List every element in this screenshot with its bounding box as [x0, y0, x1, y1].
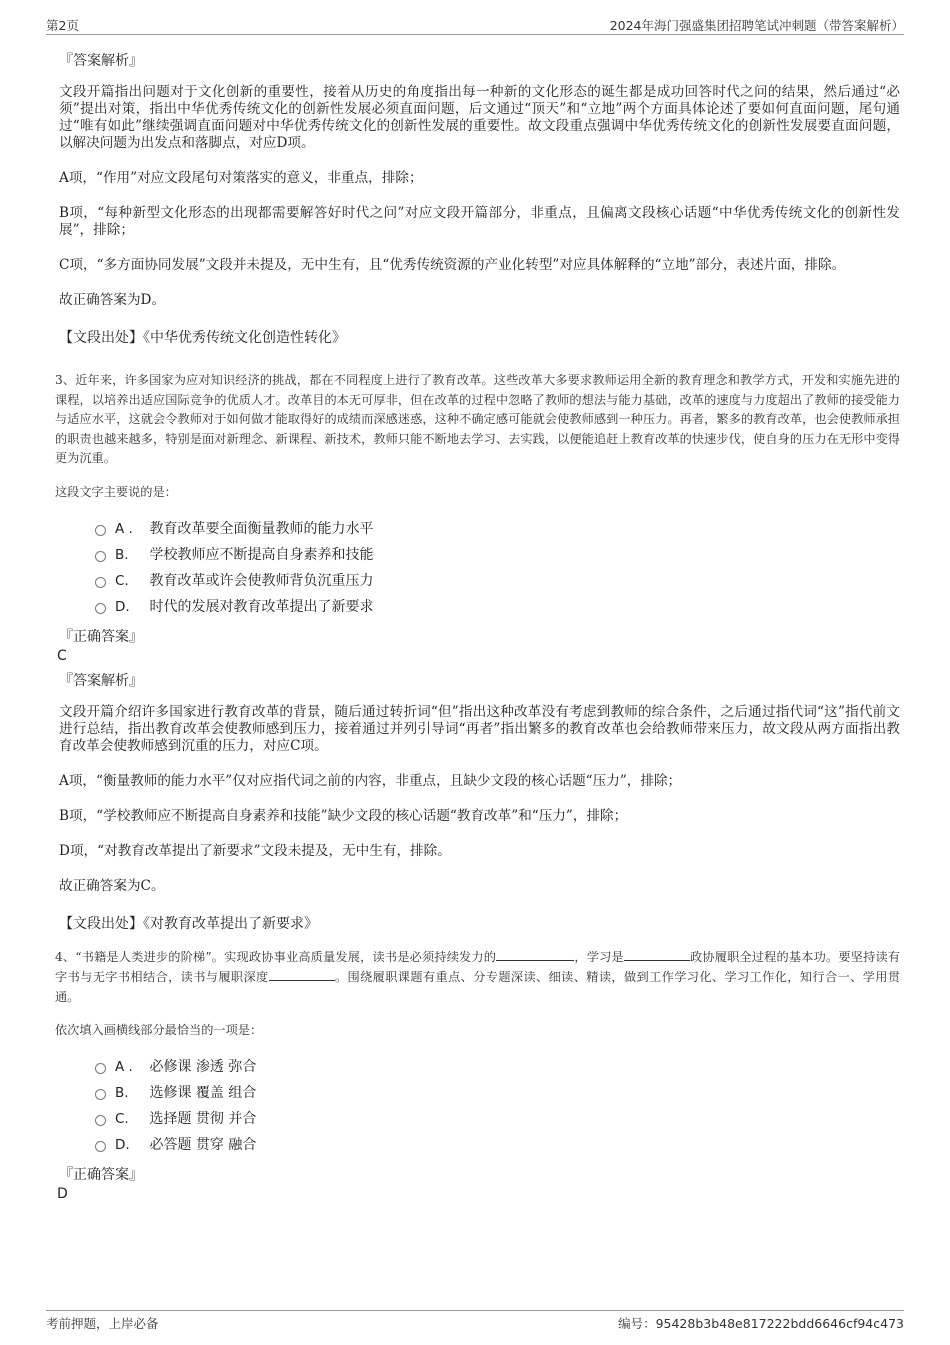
option-letter: D. [115, 1137, 130, 1153]
analysis-conclusion: 故正确答案为C。 [59, 877, 165, 894]
analysis-option-a: A项，“作用”对应文段尾句对策落实的意义，非重点，排除； [59, 170, 423, 186]
option-text: 教育改革或许会使教师背负沉重压力 [149, 572, 374, 589]
question-text-part: 。围绕履职课题有重点、分专题深读、细读、精读，做到工作学习化、学习工作化，知行合一、学用贯通。 [55, 970, 901, 1004]
option-letter: D. [115, 598, 130, 615]
option-text: 教育改革要全面衡量教师的能力水平 [149, 520, 374, 537]
page-header [46, 14, 904, 35]
option-letter: C. [115, 1111, 129, 1127]
option-text: 学校教师应不断提高自身素养和技能 [149, 546, 374, 563]
option-c[interactable] [95, 568, 900, 594]
document-title: 2024年海门强盛集团招聘笔试冲刺题（带答案解析） [609, 18, 904, 33]
correct-answer-label: 『正确答案』 [59, 628, 143, 645]
analysis-option-d: D项，“对教育改革提出了新要求”文段未提及，无中生有，排除。 [59, 842, 451, 859]
option-b[interactable] [95, 542, 900, 568]
page-footer [46, 1310, 904, 1331]
analysis-option-c: C项，“多方面协同发展”文段并未提及，无中生有，且“优秀传统资源的产业化转型”对应具体解释的“立地”部分，表述片面，排除。 [59, 257, 846, 273]
passage-source: 【文段出处】《对教育改革提出了新要求》 [59, 915, 318, 932]
option-b[interactable] [95, 1080, 900, 1106]
option-letter: A . [115, 1059, 133, 1075]
radio-button-icon[interactable] [95, 1063, 106, 1074]
radio-button-icon[interactable] [95, 1089, 106, 1100]
question-3 [55, 371, 900, 933]
option-list [95, 1054, 900, 1158]
fill-blank [496, 947, 574, 961]
question-text: 3、近年来，许多国家为应对知识经济的挑战，都在不同程度上进行了教育改革。这些改革大多要求教师运用全新的教育理念和教学方式，开发和实施先进的课程，以培养出适应国际竞争的优质人才。改革目的本无可厚非，但在改革的过程中忽略了教师的想法与能力基础，改革的速度与力度超出了教师的接受能力与适应水平，这就会令教师对于如何做才能取得好的成绩而深感迷惑，这种不确定感可能就会使教师感到一种压力。再者，繁多的教育改革，也会使教师承担的职责也越来越多，特别是面对新理念、新课程、新技术，教师只能不断地去学习、去实践，以便能追赶上教育改革的快速步伐，使自身的压力在无形中变得更为沉重。 [55, 373, 900, 465]
fill-blank [624, 947, 690, 961]
analysis-option-a: A项，“衡量教师的能力水平”仅对应指代词之前的内容，非重点，且缺少文段的核心话题“压力”，排除； [59, 772, 682, 789]
option-text: 时代的发展对教育改革提出了新要求 [149, 598, 374, 615]
analysis-label: 『答案解析』 [59, 53, 143, 69]
analysis-intro: 文段开篇指出问题对于文化创新的重要性，接着从历史的角度指出每一种新的文化形态的诞生都是成功回答时代之问的结果，然后通过“必须”提出对策，指出中华优秀传统文化的创新性发展必须直面问题，后文通过“顶天”和“立地”两个方面具体论述了要如何直面问题，尾句通过“唯有如此”继续强调直面问题对中华优秀传统文化的创新性发展的重要性。故文段重点强调中华优秀传统文化的创新性发展要直面问题，以解决问题为出发点和落脚点，对应D项。 [59, 84, 900, 151]
analysis-option-b: B项，“每种新型文化形态的出现都需要解答好时代之问”对应文段开篇部分，非重点，且偏离文段核心话题“中华优秀传统文化的创新性发展”，排除； [59, 205, 900, 238]
question-4 [55, 947, 900, 1205]
option-letter: B. [115, 546, 129, 563]
question-prompt: 依次填入画横线部分最恰当的一项是： [55, 1023, 263, 1037]
footer-slogan: 考前押题，上岸必备 [46, 1316, 159, 1331]
document-serial: 编号：95428b3b48e817222bdd6646cf94c473 [618, 1316, 904, 1331]
option-text: 必修课 渗透 弥合 [149, 1059, 257, 1075]
correct-answer-value: C [57, 647, 67, 664]
radio-button-icon[interactable] [95, 603, 106, 614]
question-text-part: 4、“书籍是人类进步的阶梯”。实现政协事业高质量发展，读书是必须持续发力的 [55, 949, 497, 964]
question-2-analysis [55, 50, 900, 347]
analysis-option-b: B项，“学校教师应不断提高自身素养和技能”缺少文段的核心话题“教育改革”和“压力”，排除； [59, 807, 628, 824]
option-a[interactable] [95, 1054, 900, 1080]
option-letter: C. [115, 572, 129, 589]
page-number: 第2页 [46, 18, 79, 33]
question-text-part: 政协履职全过程的基本功。要坚持读有字书与无字书相结合，读书与履职深度 [55, 949, 901, 984]
correct-answer-value: D [57, 1186, 68, 1202]
passage-source: 【文段出处】《中华优秀传统文化创造性转化》 [59, 330, 346, 346]
radio-button-icon[interactable] [95, 1115, 106, 1126]
option-d[interactable] [95, 1132, 900, 1158]
fill-blank [269, 967, 335, 981]
option-text: 选择题 贯彻 并合 [149, 1111, 257, 1127]
analysis-label: 『答案解析』 [59, 672, 143, 689]
analysis-conclusion: 故正确答案为D。 [59, 292, 166, 308]
question-text [55, 947, 900, 1008]
question-text-part: ，学习是 [574, 949, 624, 964]
radio-button-icon[interactable] [95, 1141, 106, 1152]
option-list [95, 516, 900, 620]
radio-button-icon[interactable] [95, 577, 106, 588]
radio-button-icon[interactable] [95, 525, 106, 536]
correct-answer-label: 『正确答案』 [59, 1167, 143, 1183]
option-text: 必答题 贯穿 融合 [149, 1137, 257, 1153]
option-text: 选修课 覆盖 组合 [149, 1085, 257, 1101]
option-c[interactable] [95, 1106, 900, 1132]
radio-button-icon[interactable] [95, 551, 106, 562]
option-letter: A . [115, 520, 133, 537]
question-prompt: 这段文字主要说的是： [55, 484, 177, 499]
analysis-intro: 文段开篇介绍许多国家进行教育改革的背景，随后通过转折词“但”指出这种改革没有考虑到教师的综合条件，之后通过指代词“这”指代前文进行总结，指出教育改革会使教师感到压力，接着通过并列引导词“再者”指出繁多的教育改革也会给教师带来压力，故文段从两方面指出教育改革会使教师感到沉重的压力，对应C项。 [59, 703, 900, 754]
page-content [55, 50, 900, 1208]
option-letter: B. [115, 1085, 129, 1101]
option-a[interactable] [95, 516, 900, 542]
option-d[interactable] [95, 594, 900, 620]
